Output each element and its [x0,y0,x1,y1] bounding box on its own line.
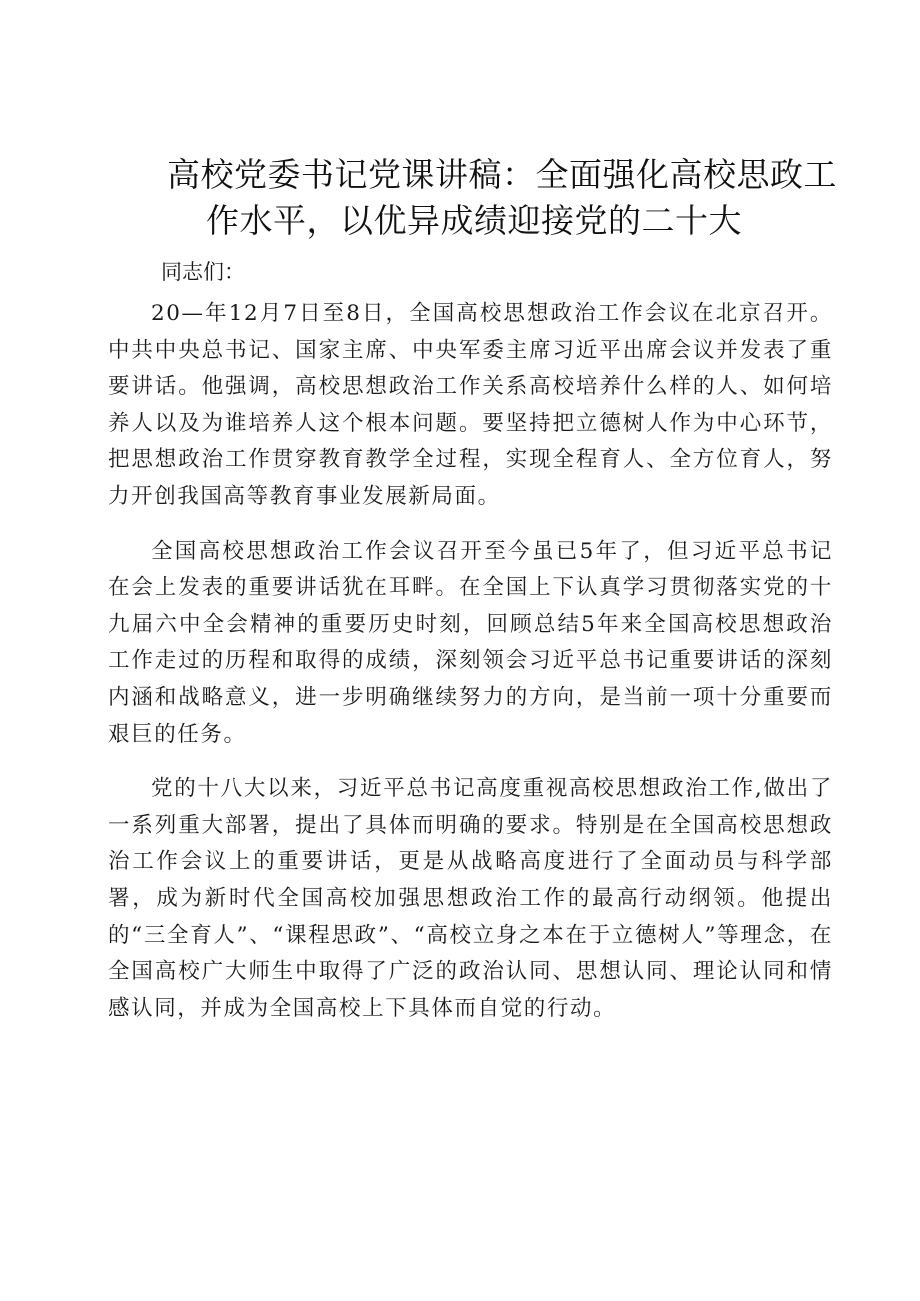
document-title [110,152,840,244]
document-title-line-1: 高校党委书记党课讲稿：全面强化高校思政工 [167,155,837,194]
document-title-line-2: 作水平，以优异成绩迎接党的二十大 [206,201,742,240]
paragraph-2: 全国高校思想政治工作会议召开至今虽已5年了，但习近平总书记在会上发表的重要讲话犹在耳畔。在全国上下认真学习贯彻落实党的十九届六中全会精神的重要历史时刻，回顾总结5年来全国高校思想政治工作走过的历程和取得的成绩，深刻领会习近平总书记重要讲话的深刻内涵和战略意义，进一步明确继续努力的方向，是当前一项十分重要而艰巨的任务。 [108,538,833,747]
salutation: 同志们： [161,260,245,284]
paragraph-1: 20—年12月7日至8日，全国高校思想政治工作会议在北京召开。中共中央总书记、国家主席、中央军委主席习近平出席会议并发表了重要讲话。他强调，高校思想政治工作关系高校培养什么样的人、如何培养人以及为谁培养人这个根本问题。要坚持把立德树人作为中心环节，把思想政治工作贯穿教育教学全过程，实现全程育人、全方位育人，努力开创我国高等教育事业发展新局面。 [108,301,833,509]
document-body [108,296,833,1045]
paragraph-3: 党的十八大以来，习近平总书记高度重视高校思想政治工作,做出了一系列重大部署，提出了具体而明确的要求。特别是在全国高校思想政治工作会议上的重要讲话，更是从战略高度进行了全面动员与科学部署，成为新时代全国高校加强思想政治工作的最高行动纲领。他提出的“三全育人”、“课程思政”、“高校立身之本在于立德树人”等理念，在全国高校广大师生中取得了广泛的政治认同、思想认同、理论认同和情感认同，并成为全国高校上下具体而自觉的行动。 [108,776,833,1021]
